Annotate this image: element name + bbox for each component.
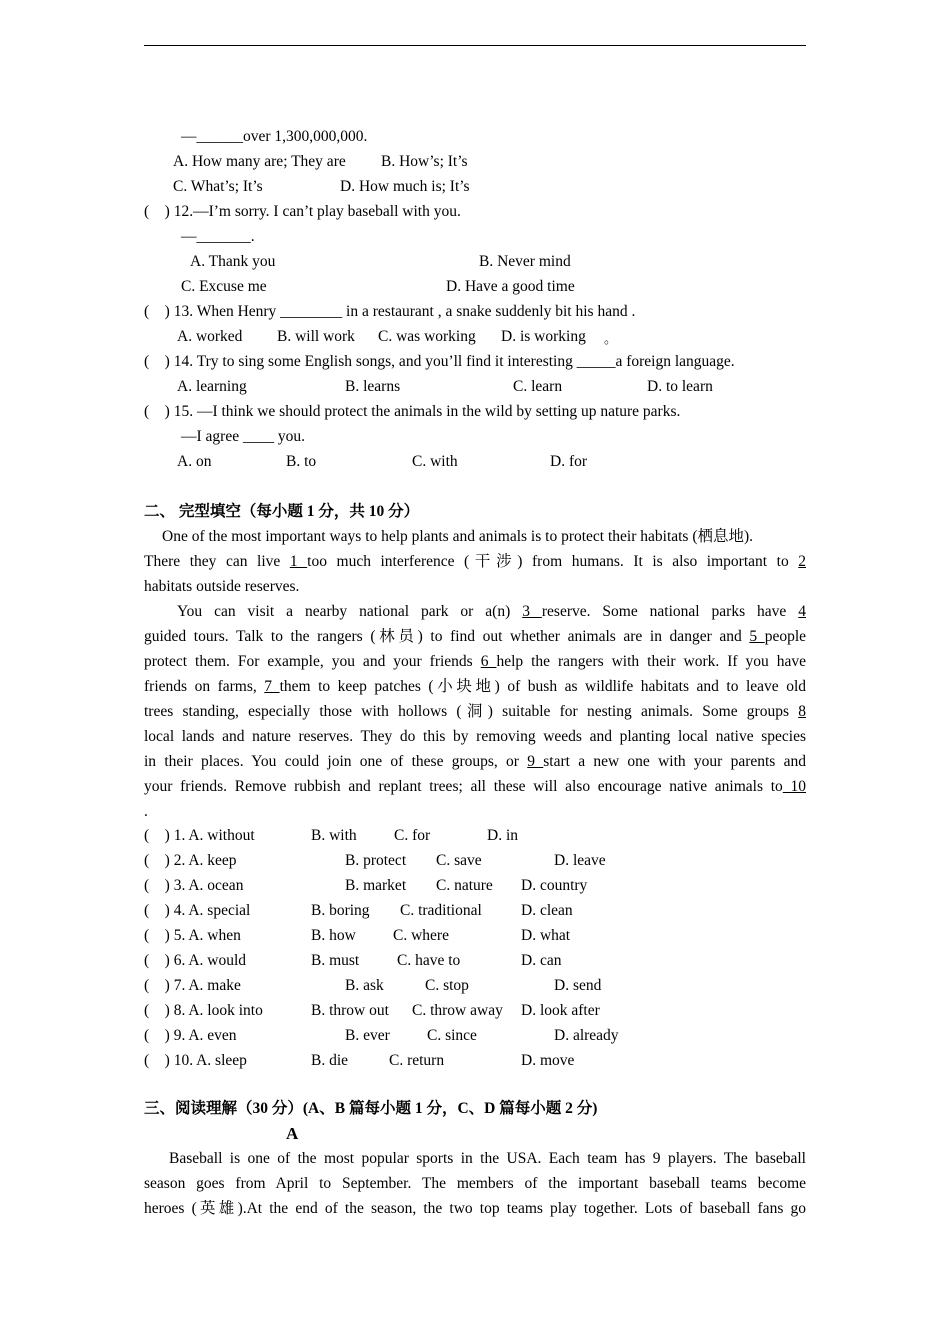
q14-number: ( ) 14. — [144, 353, 194, 370]
blank-4: 4 — [798, 603, 806, 620]
cloze-option: C. traditional — [400, 902, 482, 919]
cloze-option: B. market — [345, 877, 407, 894]
q15-answer-line: —I agree ____ you. — [181, 428, 305, 445]
blank-5: 5 — [749, 628, 765, 645]
q14-option-c: C. learn — [513, 378, 563, 395]
cloze-option: B. die — [311, 1052, 349, 1069]
passage-line: protect them. For example, you and your friends 6 help the rangers with their work. If you have — [144, 653, 806, 670]
cloze-option: D. already — [554, 1027, 619, 1044]
cloze-option: D. what — [521, 927, 571, 944]
cloze-option: C. have to — [397, 952, 461, 969]
q13-option-d: D. is working — [501, 328, 586, 345]
cloze-option: D. can — [521, 952, 562, 969]
q15-option-a: A. on — [177, 453, 212, 470]
blank-10: 10 — [782, 778, 807, 795]
blank-7: 7 — [264, 678, 280, 695]
q14 — [144, 352, 735, 372]
q12-option-a: A. Thank you — [190, 253, 276, 270]
blank-2: 2 — [798, 553, 806, 570]
cloze-option: D. country — [521, 877, 588, 894]
cloze-option: D. send — [554, 977, 602, 994]
passage-line: One of the most important ways to help plants and animals is to protect their habitats (栖息地). — [162, 528, 754, 545]
q13-option-c: C. was working — [378, 328, 476, 345]
blank-9: 9 — [527, 753, 544, 770]
cloze-question: ( ) 9. A. even — [144, 1027, 237, 1044]
cloze-option: B. how — [311, 927, 356, 944]
q11-option-a: A. How many are; They are — [173, 153, 346, 170]
cloze-option: B. ever — [345, 1027, 390, 1044]
cloze-option: B. with — [311, 827, 357, 844]
q12-answer-line: —_______. — [181, 228, 255, 245]
q14-option-a: A. learning — [177, 378, 247, 395]
q12 — [144, 202, 461, 222]
q11-option-c: C. What’s; It’s — [173, 178, 263, 195]
cloze-option: C. throw away — [412, 1002, 503, 1019]
passage-line: habitats outside reserves. — [144, 578, 300, 595]
header-rule — [144, 45, 806, 46]
q11-option-b: B. How’s; It’s — [381, 153, 468, 170]
passage-line: . — [144, 803, 148, 820]
cloze-question: ( ) 1. A. without — [144, 827, 255, 844]
q14-option-b: B. learns — [345, 378, 401, 395]
q13 — [144, 302, 635, 322]
cloze-option: B. throw out — [311, 1002, 389, 1019]
q13-mark: 。 — [604, 331, 618, 346]
cloze-option: C. where — [393, 927, 449, 944]
passage-line: You can visit a nearby national park or a(n) 3 reserve. Some national parks have 4 — [177, 603, 806, 620]
section3-heading: 三、阅读理解（30 分）(A、B 篇每小题 1 分，C、D 篇每小题 2 分) — [144, 1100, 598, 1117]
cloze-question: ( ) 3. A. ocean — [144, 877, 244, 894]
cloze-option: C. return — [389, 1052, 445, 1069]
q15-number: ( ) 15. — [144, 403, 194, 420]
cloze-option: B. protect — [345, 852, 407, 869]
blank-8: 8 — [798, 703, 806, 720]
q15-stem: —I think we should protect the animals in the wild by setting up nature parks. — [196, 403, 681, 420]
cloze-option: D. leave — [554, 852, 606, 869]
cloze-question: ( ) 2. A. keep — [144, 852, 237, 869]
q15-option-c: C. with — [412, 453, 458, 470]
q13-option-b: B. will work — [277, 328, 355, 345]
q15 — [144, 402, 680, 422]
blank-6: 6 — [480, 653, 497, 670]
reading-line: season goes from April to September. The members of the important baseball teams become — [144, 1175, 806, 1192]
passage-line: in their places. You could join one of these groups, or 9 start a new one with your parents and — [144, 753, 806, 770]
q12-option-c: C. Excuse me — [181, 278, 267, 295]
cloze-option: D. move — [521, 1052, 575, 1069]
cloze-question: ( ) 6. A. would — [144, 952, 247, 969]
cloze-option: D. clean — [521, 902, 573, 919]
cloze-option: B. ask — [345, 977, 384, 994]
cloze-question: ( ) 4. A. special — [144, 902, 251, 919]
reading-line: heroes (英雄).At the end of the season, the two top teams play together. Lots of baseball fans go — [144, 1200, 806, 1217]
passage-line: your friends. Remove rubbish and replant trees; all these will also encourage native animals to 10 — [144, 778, 807, 795]
q12-option-b: B. Never mind — [479, 253, 571, 270]
q12-option-d: D. Have a good time — [446, 278, 575, 295]
cloze-option: D. in — [487, 827, 518, 844]
cloze-option: C. save — [436, 852, 482, 869]
q12-number: ( ) 12. — [144, 203, 194, 220]
cloze-option: C. stop — [425, 977, 469, 994]
cloze-option: D. look after — [521, 1002, 600, 1019]
q11-option-d: D. How much is; It’s — [340, 178, 470, 195]
section2-heading: 二、 完型填空（每小题 1 分，共 10 分） — [144, 503, 420, 520]
reading-line: Baseball is one of the most popular sports in the USA. Each team has 9 players. The baseball — [169, 1150, 806, 1167]
q14-stem: Try to sing some English songs, and you’ll find it interesting _____a foreign language. — [196, 353, 735, 370]
passage-line: local lands and nature reserves. They do this by removing weeds and planting local native species — [144, 728, 806, 745]
q11-answer-line: —______over 1,300,000,000. — [181, 128, 368, 145]
passage-line: trees standing, especially those with hollows (洞) suitable for nesting animals. Some groups 8 — [144, 703, 806, 720]
cloze-question: ( ) 8. A. look into — [144, 1002, 263, 1019]
q13-option-a: A. worked — [177, 328, 243, 345]
cloze-question: ( ) 7. A. make — [144, 977, 241, 994]
cloze-question: ( ) 5. A. when — [144, 927, 241, 944]
passage-line: There they can live 1 too much interference (干涉) from humans. It is also important to 2 — [144, 553, 806, 570]
passage-line: friends on farms, 7 them to keep patches (小块地) of bush as wildlife habitats and to leave old — [144, 678, 807, 695]
cloze-option: C. nature — [436, 877, 493, 894]
q12-stem: —I’m sorry. I can’t play baseball with you. — [193, 203, 461, 220]
q15-option-b: B. to — [286, 453, 317, 470]
cloze-option: C. for — [394, 827, 431, 844]
passage-line: guided tours. Talk to the rangers (林员) to find out whether animals are in danger and 5 people — [144, 628, 807, 645]
q15-option-d: D. for — [550, 453, 588, 470]
cloze-question: ( ) 10. A. sleep — [144, 1052, 247, 1069]
cloze-option: B. boring — [311, 902, 370, 919]
blank-1: 1 — [289, 553, 308, 570]
q13-number: ( ) 13. — [144, 303, 194, 320]
q13-stem: When Henry ________ in a restaurant , a snake suddenly bit his hand . — [196, 303, 636, 320]
cloze-option: B. must — [311, 952, 360, 969]
passage-a-label: A — [286, 1124, 299, 1143]
blank-3: 3 — [522, 603, 542, 620]
q14-option-d: D. to learn — [647, 378, 713, 395]
cloze-option: C. since — [427, 1027, 477, 1044]
